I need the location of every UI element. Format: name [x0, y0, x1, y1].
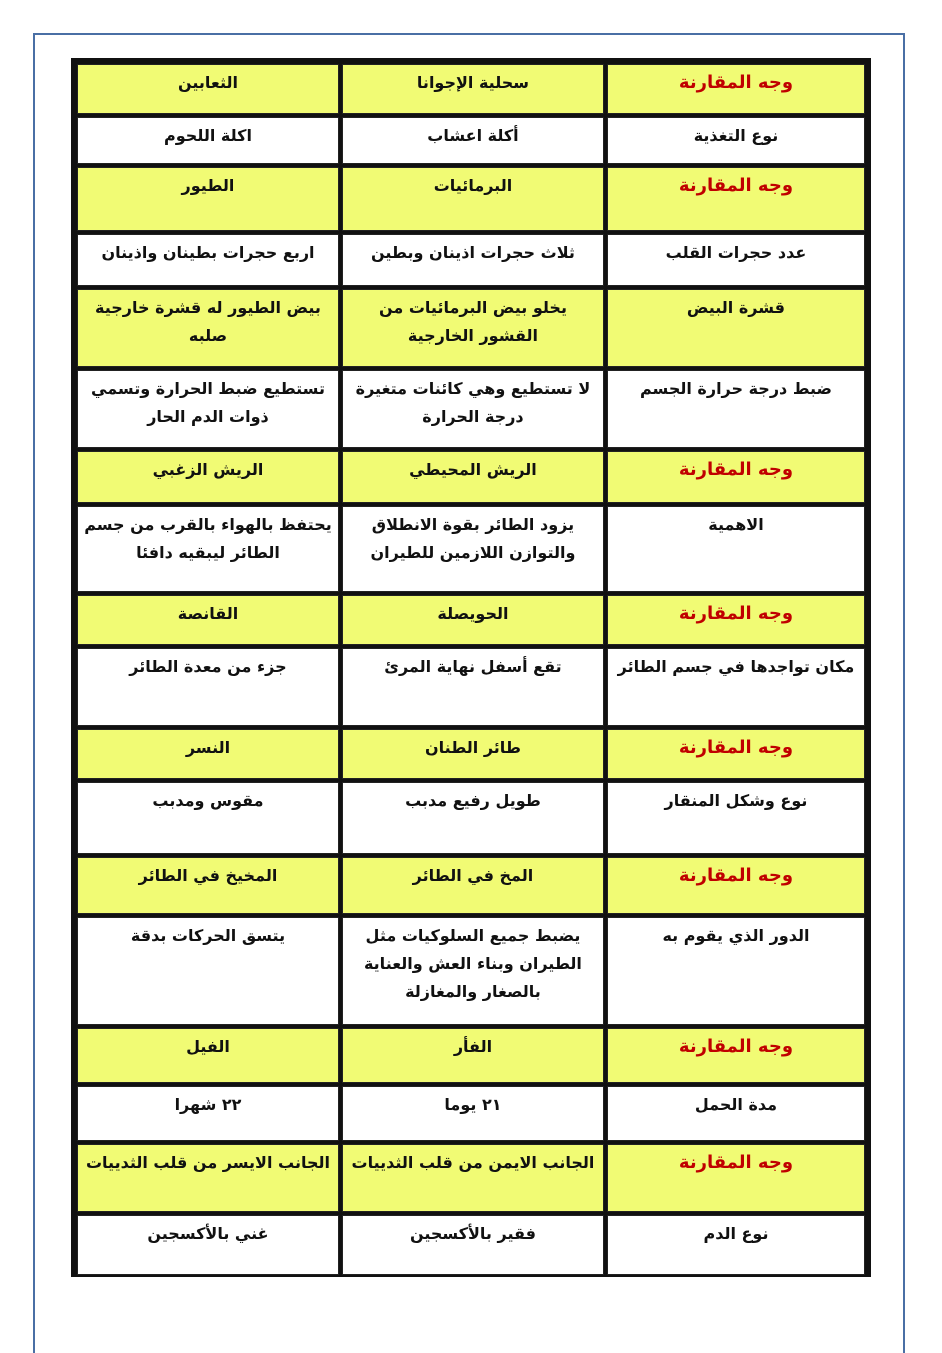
table-row	[77, 117, 865, 164]
cell-col3: النسر	[77, 729, 339, 779]
cell-col2: طائر الطنان	[342, 729, 604, 779]
cell-label: نوع التغذية	[607, 117, 865, 164]
cell-col3: الثعابين	[77, 64, 339, 114]
cell-col2: سحلية الإجوانا	[342, 64, 604, 114]
table-row	[77, 782, 865, 854]
cell-label: الدور الذي يقوم به	[607, 917, 865, 1025]
cell-label: نوع وشكل المنقار	[607, 782, 865, 854]
table-row	[77, 1215, 865, 1275]
table-row	[77, 648, 865, 726]
cell-label: وجه المقارنة	[607, 1028, 865, 1083]
table-row	[77, 917, 865, 1025]
cell-label: قشرة البيض	[607, 289, 865, 367]
table-row	[77, 506, 865, 592]
header-row	[77, 64, 865, 114]
cell-col3: اكلة اللحوم	[77, 117, 339, 164]
table-row	[77, 1086, 865, 1141]
cell-label: عدد حجرات القلب	[607, 234, 865, 286]
comparison-table	[71, 58, 871, 1277]
cell-col2: طويل رفيع مدبب	[342, 782, 604, 854]
header-row	[77, 857, 865, 914]
cell-col3: جزء من معدة الطائر	[77, 648, 339, 726]
cell-col2: فقير بالأكسجين	[342, 1215, 604, 1275]
cell-col2: ٢١ يوما	[342, 1086, 604, 1141]
cell-col2: لا تستطيع وهي كائنات متغيرة درجة الحرارة	[342, 370, 604, 448]
table-row	[77, 234, 865, 286]
cell-col3: القانصة	[77, 595, 339, 645]
header-row	[77, 167, 865, 231]
cell-col2: يزود الطائر بقوة الانطلاق والتوازن اللازمين للطيران	[342, 506, 604, 592]
cell-col3: الطيور	[77, 167, 339, 231]
cell-label: وجه المقارنة	[607, 729, 865, 779]
cell-label: ضبط درجة حرارة الجسم	[607, 370, 865, 448]
cell-col2: الحويصلة	[342, 595, 604, 645]
cell-label: الاهمية	[607, 506, 865, 592]
cell-col2: أكلة اعشاب	[342, 117, 604, 164]
cell-label: وجه المقارنة	[607, 451, 865, 503]
cell-label: وجه المقارنة	[607, 857, 865, 914]
cell-col2: يخلو بيض البرمائيات من القشور الخارجية	[342, 289, 604, 367]
cell-label: وجه المقارنة	[607, 595, 865, 645]
header-row	[77, 729, 865, 779]
cell-col3: بيض الطيور له قشرة خارجية صلبه	[77, 289, 339, 367]
cell-col2: الفأر	[342, 1028, 604, 1083]
cell-col3: غني بالأكسجين	[77, 1215, 339, 1275]
cell-label: وجه المقارنة	[607, 64, 865, 114]
cell-col3: الجانب الايسر من قلب الثدييات	[77, 1144, 339, 1212]
cell-col3: اربع حجرات بطينان واذينان	[77, 234, 339, 286]
cell-label: نوع الدم	[607, 1215, 865, 1275]
cell-col3: المخيخ في الطائر	[77, 857, 339, 914]
header-row	[77, 451, 865, 503]
cell-label: وجه المقارنة	[607, 167, 865, 231]
header-row	[77, 289, 865, 367]
cell-col2: يضبط جميع السلوكيات مثل الطيران وبناء العش والعناية بالصغار والمغازلة	[342, 917, 604, 1025]
cell-label: وجه المقارنة	[607, 1144, 865, 1212]
cell-col2: البرمائيات	[342, 167, 604, 231]
cell-col2: تقع أسفل نهاية المرئ	[342, 648, 604, 726]
cell-col3: الفيل	[77, 1028, 339, 1083]
cell-col3: ٢٢ شهرا	[77, 1086, 339, 1141]
cell-label: مكان تواجدها في جسم الطائر	[607, 648, 865, 726]
header-row	[77, 1144, 865, 1212]
header-row	[77, 595, 865, 645]
cell-col2: الريش المحيطي	[342, 451, 604, 503]
cell-col3: مقوس ومدبب	[77, 782, 339, 854]
cell-col2: الجانب الايمن من قلب الثدييات	[342, 1144, 604, 1212]
cell-col2: المخ في الطائر	[342, 857, 604, 914]
cell-col3: تستطيع ضبط الحرارة وتسمي ذوات الدم الحار	[77, 370, 339, 448]
cell-col2: ثلاث حجرات اذينان وبطين	[342, 234, 604, 286]
table-row	[77, 370, 865, 448]
header-row	[77, 1028, 865, 1083]
cell-label: مدة الحمل	[607, 1086, 865, 1141]
cell-col3: يحتفظ بالهواء بالقرب من جسم الطائر ليبقيه دافئا	[77, 506, 339, 592]
cell-col3: يتسق الحركات بدقة	[77, 917, 339, 1025]
cell-col3: الريش الزغبي	[77, 451, 339, 503]
